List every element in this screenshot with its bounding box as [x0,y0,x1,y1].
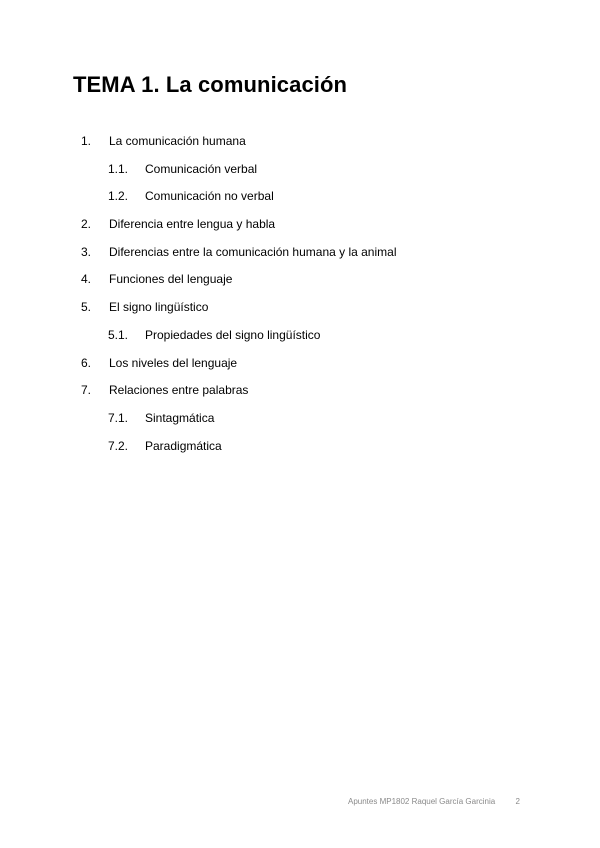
toc-item [0,350,600,378]
toc-item-number: 5.1. [108,327,129,342]
toc-subitem [0,156,600,184]
toc-item-label: Sintagmática [145,410,215,425]
toc-item-label: Relaciones entre palabras [109,383,249,398]
toc-item [0,377,600,405]
toc-item-number: 3. [81,244,92,259]
toc-item-number: 7. [81,383,92,398]
toc-item-number: 7.2. [108,438,129,453]
footer-text: Apuntes MP1802 Raquel García Garcinia [348,797,496,806]
toc-item-number: 1.1. [108,161,129,176]
toc-item-label: Diferencia entre lengua y habla [109,217,276,232]
toc-subitem [0,433,600,461]
page-title: TEMA 1. La comunicación [73,72,348,97]
toc-subitem [0,183,600,211]
toc-item-number: 6. [81,355,92,370]
toc-item [0,294,600,322]
toc-item-number: 4. [81,272,92,287]
toc-item-number: 2. [81,217,92,232]
toc-item-number: 1. [81,134,92,148]
toc-item-label: La comunicación humana [109,134,246,148]
toc-item-number: 1.2. [108,189,129,204]
toc-item [0,128,600,156]
toc-subitem [0,405,600,433]
toc-item [0,239,600,267]
toc-item-label: Comunicación no verbal [145,189,274,204]
toc-item-label: Diferencias entre la comunicación humana y la animal [109,244,397,259]
toc-item [0,211,600,239]
table-of-contents [0,128,600,460]
toc-item-label: Funciones del lenguaje [109,272,233,287]
toc-item-number: 5. [81,300,92,315]
page-number: 2 [515,797,520,806]
toc-item-label: Propiedades del signo lingüístico [145,327,321,342]
toc-item [0,266,600,294]
toc-item-label: Comunicación verbal [145,161,258,176]
page-footer [348,797,520,806]
toc-item-label: Los niveles del lenguaje [109,355,238,370]
toc-item-number: 7.1. [108,410,129,425]
toc-item-label: Paradigmática [145,438,222,453]
toc-subitem [0,322,600,350]
toc-item-label: El signo lingüístico [109,300,209,315]
